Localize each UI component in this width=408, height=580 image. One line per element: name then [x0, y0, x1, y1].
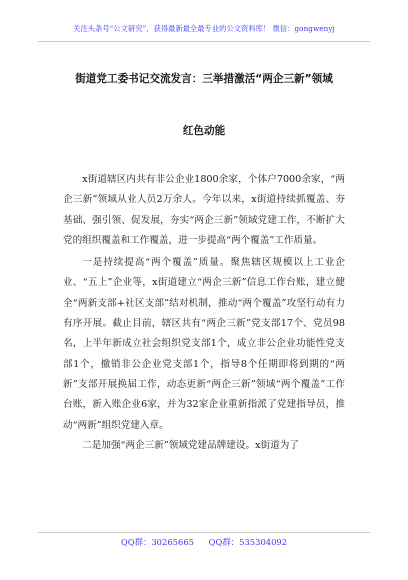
footer-divider — [38, 532, 370, 533]
document-body — [63, 170, 345, 456]
footer-qq-group-1: QQ群：30265665 — [120, 537, 194, 547]
body-paragraph-1: x街道辖区内共有非公企业1800余家，个体户7000余家，“两企三新”领域从业人员2万余人。今年以来，x街道持续抓覆盖、夯基础、强引领、促发展，夯实“两企三新”领域党建工作，不断扩大党的组织覆盖和工作覆盖，进一步提高“两个覆盖”工作质量。 — [63, 174, 345, 246]
document-title-line-1: 街道党工委书记交流发言：三举措激活“两企三新”领域 — [75, 73, 333, 85]
document-title-line-2: 红色动能 — [182, 125, 226, 137]
body-paragraph-2: 一是持续提高“两个覆盖”质量。聚焦辖区规模以上工业企业、“五上”企业等，x街道建立“两企三新”信息工作台账，建立健全“两新支部+社区支部”结对机制，推动“两个覆盖”攻坚行动有力有序开展。截止目前，辖区共有“两企三新”党支部17个、党员98名，上半年新成立社会组织党支部1个，成立非公企业功能性党支部1个，撤销非公企业党支部1个，指导8个任期即将到期的“两新”支部开展换届工作，动态更新“两企三新”领域“两个覆盖”工作台账，新入账企业6家，并为32家企业重新指派了党建指导员，推动“两新”组织党建入章。 — [63, 257, 345, 431]
footer-qq-group-2: QQ群：535304092 — [208, 537, 288, 547]
header-banner: 关注头条号“公文研究”，获得最新最全最专业的公文资料库！ 微信：gongwenyj — [73, 24, 335, 33]
header-divider — [38, 41, 370, 42]
body-paragraph-3: 二是加强“两企三新”领域党建品牌建设。x街道为了 — [82, 439, 299, 451]
footer — [0, 536, 408, 548]
